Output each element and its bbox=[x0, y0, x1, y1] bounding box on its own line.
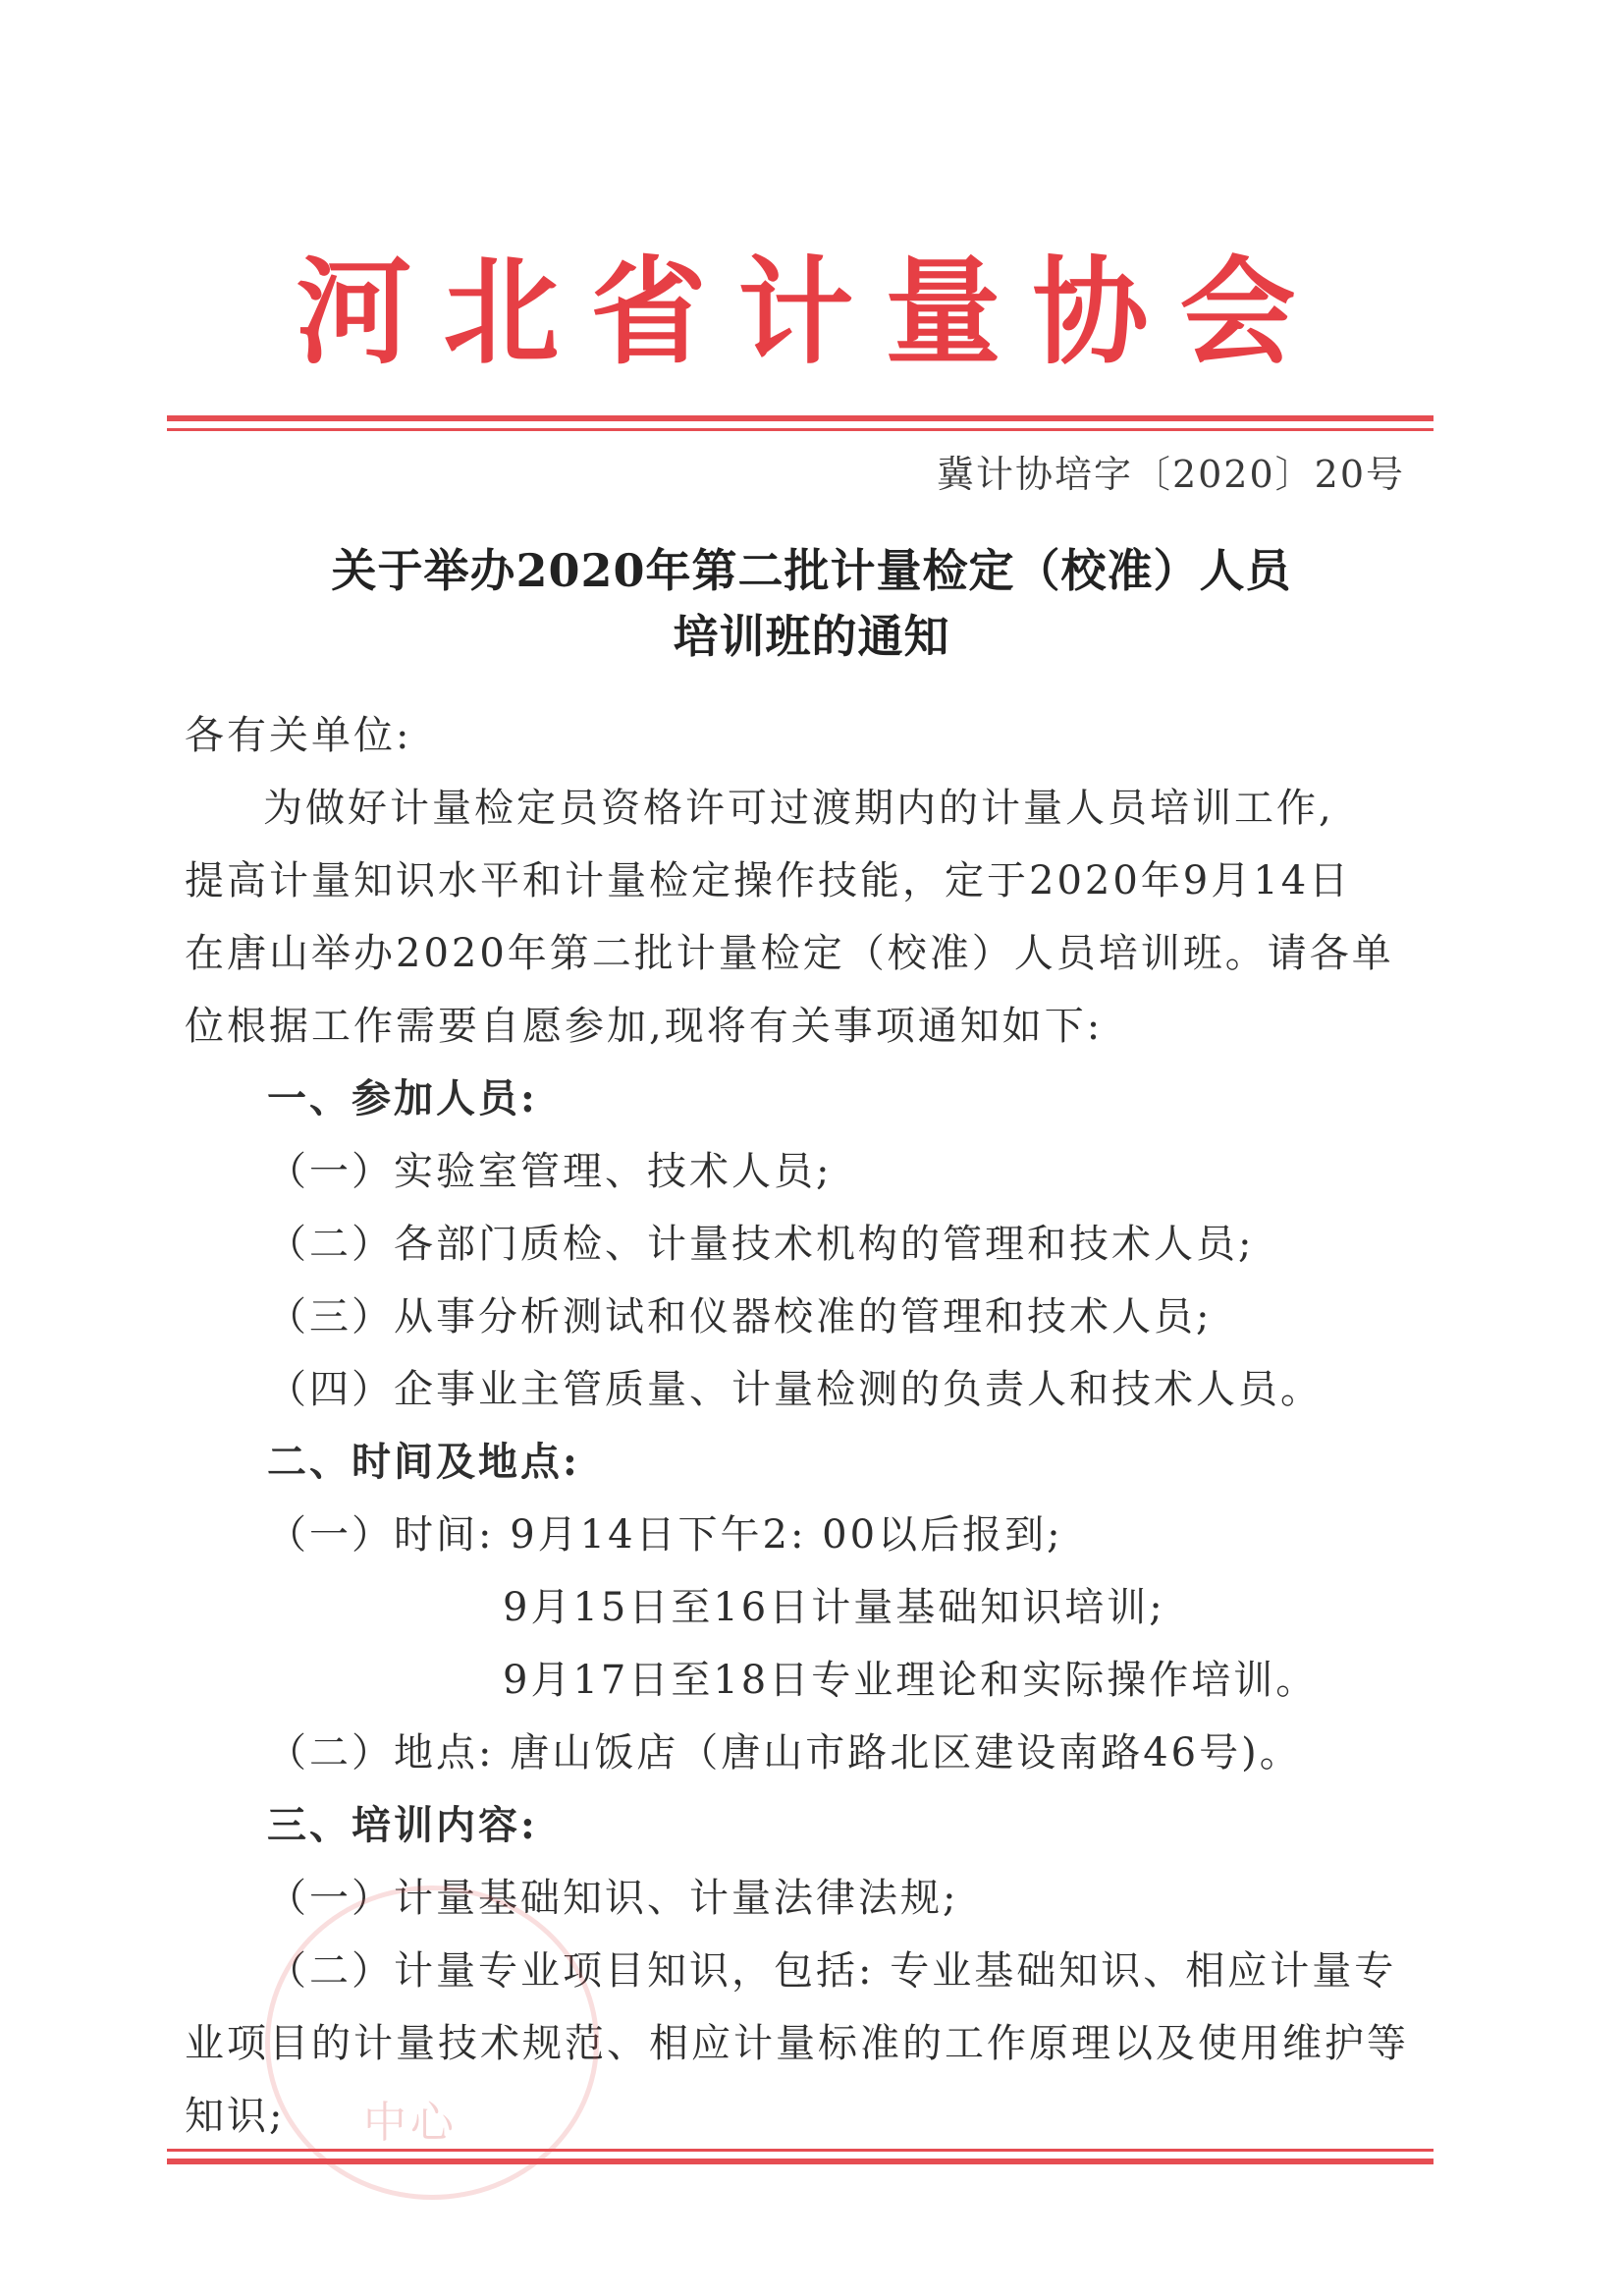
header-rule-thin bbox=[167, 428, 1434, 431]
footer-rule-thin bbox=[167, 2149, 1434, 2152]
section3-heading: 三、培训内容: bbox=[267, 1802, 538, 1848]
time-continuation: 9月15日至16日计量基础知识培训; bbox=[503, 1585, 1165, 1630]
intro-line: 为做好计量检定员资格许可过渡期内的计量人员培训工作, bbox=[263, 786, 1334, 831]
section1-heading: 一、参加人员: bbox=[267, 1075, 538, 1121]
section2-heading: 二、时间及地点: bbox=[267, 1439, 580, 1485]
notice-title-line1: 关于举办2020年第二批计量检定（校准）人员 bbox=[331, 544, 1292, 597]
notice-title-line2: 培训班的通知 bbox=[673, 610, 950, 663]
time-continuation: 9月17日至18日专业理论和实际操作培训。 bbox=[503, 1658, 1319, 1703]
seal-text: 中心 bbox=[363, 2098, 458, 2148]
section1-item: （二）各部门质检、计量技术机构的管理和技术人员; bbox=[267, 1222, 1255, 1267]
section3-item: （二）计量专业项目知识，包括: 专业基础知识、相应计量专 bbox=[267, 1948, 1397, 1994]
intro-line: 在唐山举办2020年第二批计量检定（校准）人员培训班。请各单 bbox=[185, 931, 1394, 976]
salutation: 各有关单位: bbox=[185, 713, 412, 758]
footer-rule-thick bbox=[167, 2159, 1434, 2164]
document-number: 冀计协培字〔2020〕20号 bbox=[936, 453, 1405, 496]
organization-name: 河北省计量协会 bbox=[296, 245, 1327, 380]
section3-item: （一）计量基础知识、计量法律法规; bbox=[267, 1876, 959, 1921]
official-seal bbox=[265, 1886, 599, 2200]
section1-item: （一）实验室管理、技术人员; bbox=[267, 1149, 833, 1194]
section1-item: （四）企事业主管质量、计量检测的负责人和技术人员。 bbox=[267, 1367, 1323, 1412]
header-rule-thick bbox=[167, 415, 1434, 421]
intro-line: 位根据工作需要自愿参加,现将有关事项通知如下: bbox=[185, 1004, 1104, 1049]
section3-item: 知识; bbox=[185, 2094, 286, 2139]
section1-item: （三）从事分析测试和仪器校准的管理和技术人员; bbox=[267, 1294, 1213, 1339]
section3-item: 业项目的计量技术规范、相应计量标准的工作原理以及使用维护等 bbox=[185, 2021, 1409, 2066]
intro-line: 提高计量知识水平和计量检定操作技能，定于2020年9月14日 bbox=[185, 858, 1352, 903]
time-line: （一）时间: 9月14日下午2: 00以后报到; bbox=[267, 1512, 1063, 1558]
place-line: （二）地点: 唐山饭店（唐山市路北区建设南路46号)。 bbox=[267, 1730, 1302, 1776]
